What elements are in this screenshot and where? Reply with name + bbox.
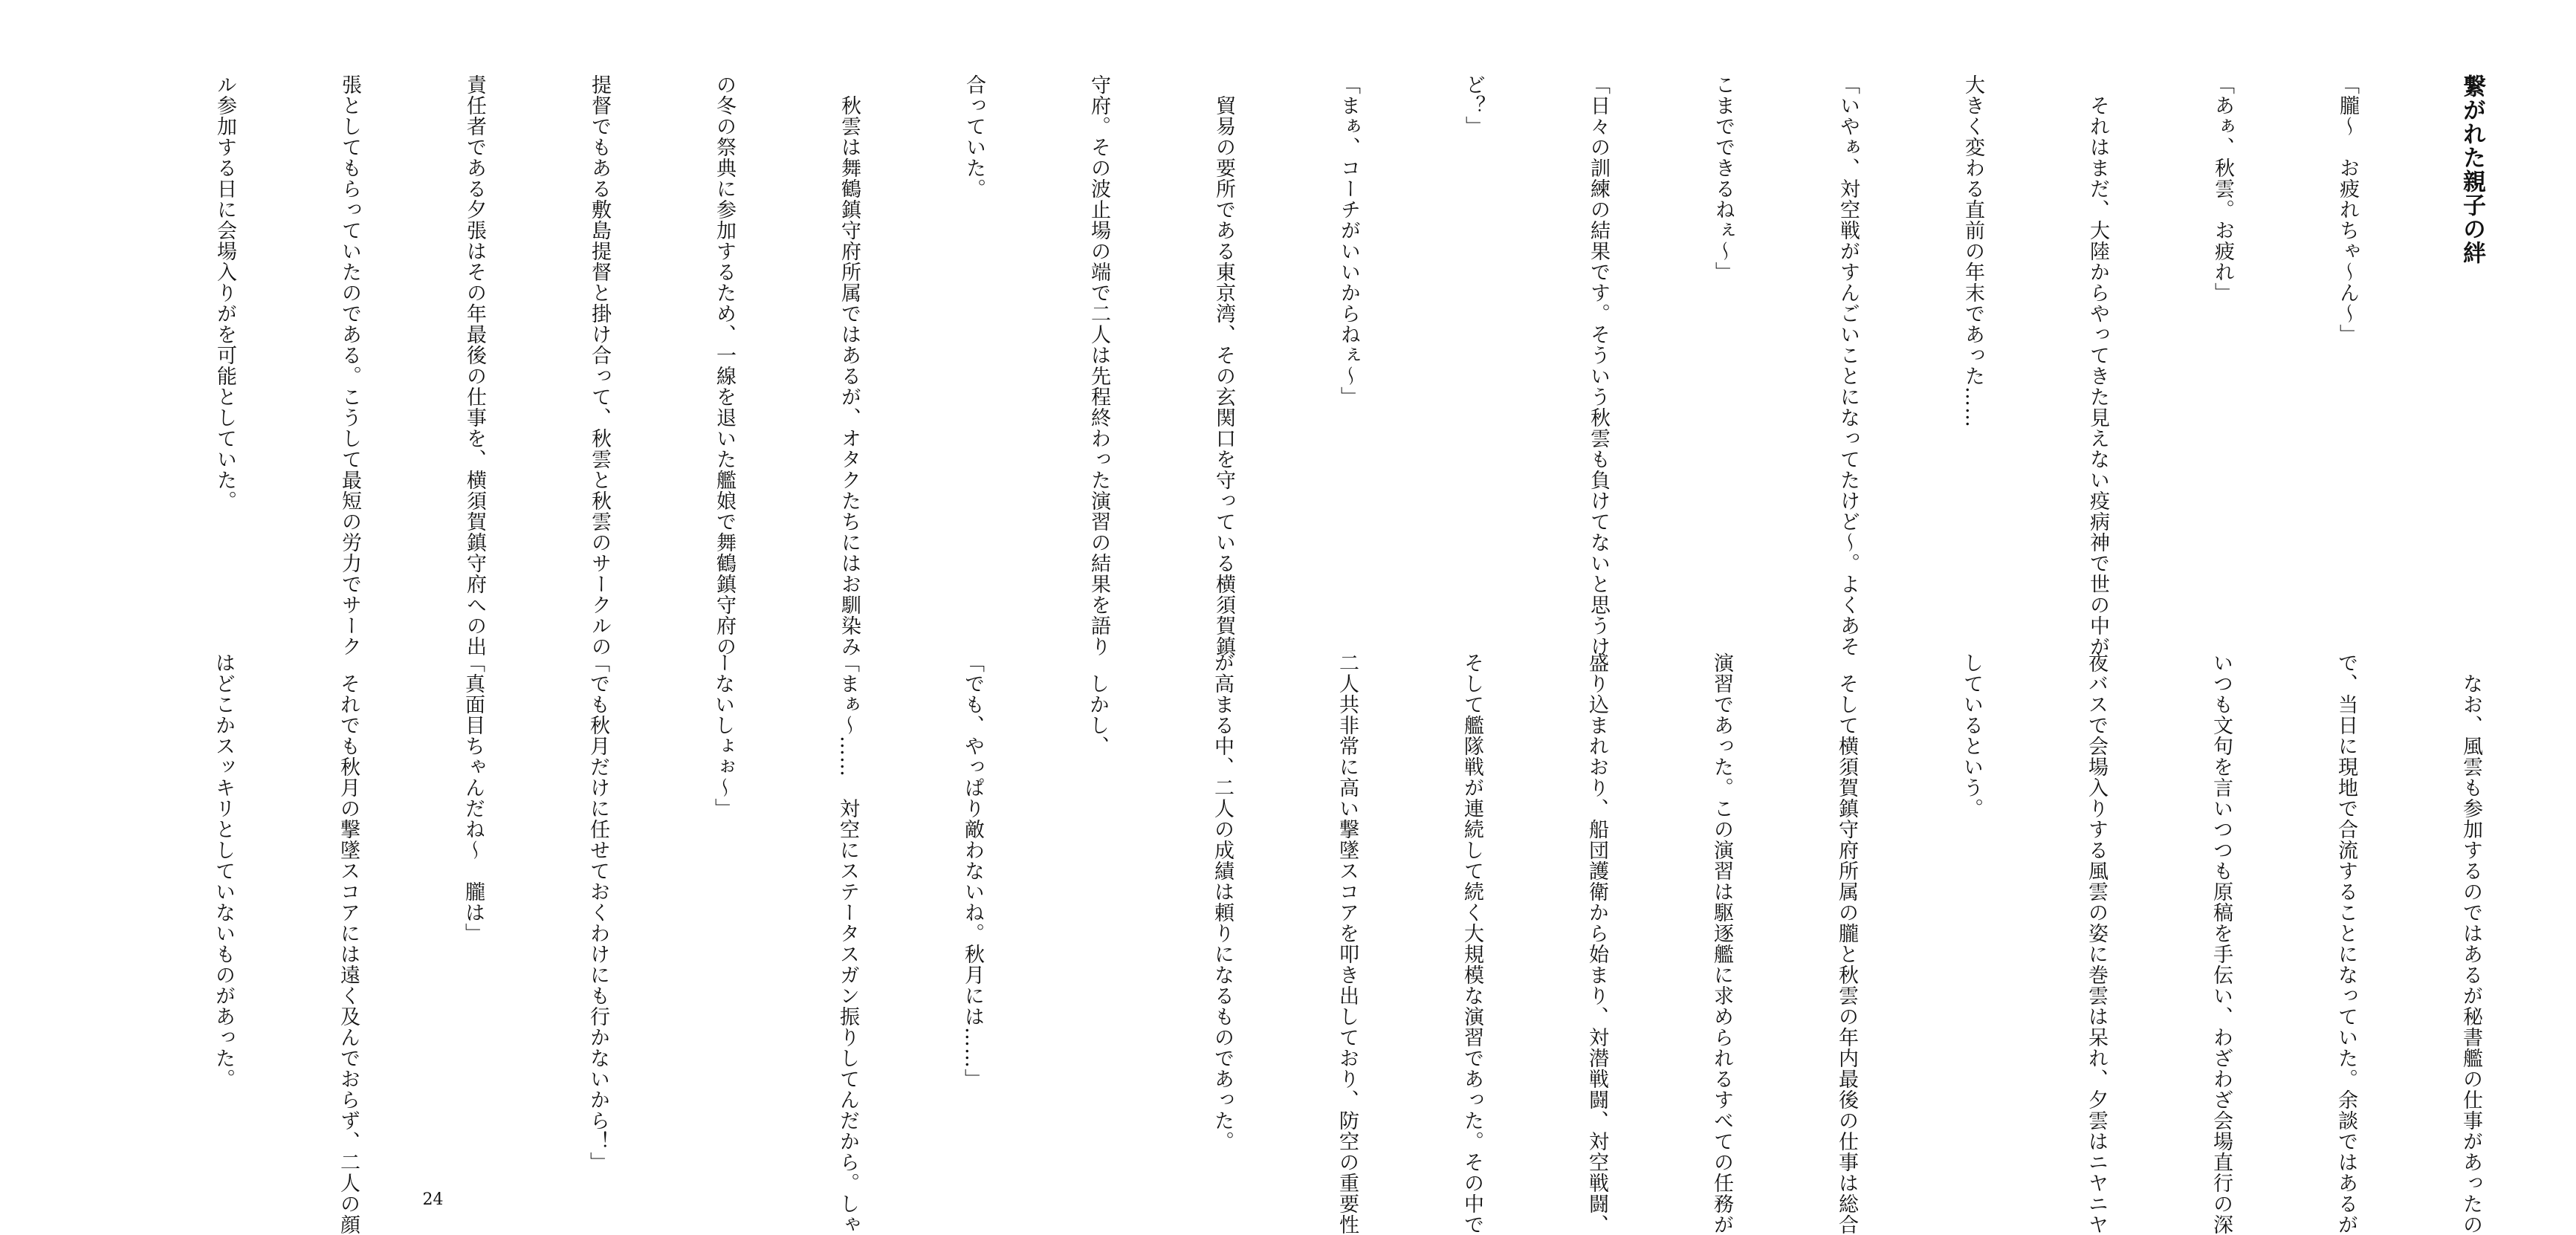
text-column: はどこかスッキリとしていないものがあった。: [212, 652, 235, 1089]
text-column: そして艦隊戦が連続して続く大規模な演習であった。その中で: [1460, 652, 1483, 1235]
text-column: 大きく変わる直前の年末であった……: [1961, 74, 1984, 428]
text-column: の冬の祭典に参加するため、一線を退いた艦娘で舞鶴鎮守府の: [713, 74, 736, 657]
text-column: 二人共非常に高い撃墜スコアを叩き出しており、防空の重要性: [1336, 652, 1359, 1235]
text-column: 張としてもらっていたのである。こうして最短の労力でサーク: [338, 74, 361, 657]
text-column: 「真面目ちゃんだね～ 朧は」: [462, 652, 485, 944]
text-column: いつも文句を言いつつも原稿を手伝い、わざわざ会場直行の深: [2210, 652, 2233, 1235]
text-column: 「でも、やっぱり敵わないね。秋月には……」: [961, 652, 984, 1089]
text-column: で、当日に現地で合流することになっていた。余談ではあるが: [2334, 652, 2357, 1235]
text-column: 守府。その波止場の端で二人は先程終わった演習の結果を語り: [1087, 74, 1110, 657]
text-column: 「まぁ、コーチがいいからねぇ～」: [1337, 74, 1360, 407]
text-column: しかし、: [1086, 652, 1109, 756]
text-column: が高まる中、二人の成績は頼りになるものであった。: [1211, 652, 1234, 1152]
text-column: そして横須賀鎮守府所属の朧と秋雲の年内最後の仕事は総合: [1835, 652, 1858, 1235]
text-column: 「日々の訓練の結果です。そういう秋雲も負けてないと思うけ: [1587, 74, 1610, 657]
text-column: 演習であった。この演習は駆逐艦に求められるすべての任務が: [1710, 652, 1733, 1235]
text-column: 秋雲は舞鶴鎮守府所属ではあるが、オタクたちにはお馴染み: [838, 74, 861, 657]
text-column: ル参加する日に会場入りがを可能としていた。: [213, 74, 236, 511]
chapter-title: 繋がれた親子の絆: [2459, 74, 2485, 265]
text-column: こまでできるねぇ～」: [1712, 74, 1735, 282]
text-column: 盛り込まれおり、船団護衛から始まり、対潜戦闘、対空戦闘、: [1585, 652, 1608, 1235]
upper-text-block: [120, 74, 2576, 657]
text-column: 「でも秋月だけに任せておくわけにも行かないから！」: [586, 652, 609, 1173]
text-column: 責任者である夕張はその年最後の仕事を、横須賀鎮守府への出: [463, 74, 486, 657]
page-number: 24: [422, 1190, 444, 1209]
text-column: 夜バスで会場入りする風雲の姿に巻雲は呆れ、夕雲はニヤニヤ: [2085, 652, 2108, 1235]
text-column: ど？」: [1462, 74, 1485, 137]
text-column: それはまだ、大陸からやってきた見えない疫病神で世の中が: [2086, 74, 2109, 657]
text-column: 「朧～ お疲れちゃ～ん～」: [2336, 74, 2359, 345]
text-column: なお、風雲も参加するのではあるが秘書艦の仕事があったの: [2459, 652, 2482, 1235]
text-column: ーないしょぉ～」: [711, 652, 734, 819]
text-column: 合っていた。: [962, 74, 986, 199]
text-column: 貿易の要所である東京湾、その玄関口を守っている横須賀鎮: [1212, 74, 1235, 657]
text-column: それでも秋月の撃墜スコアには遠く及んでおらず、二人の顔: [337, 652, 360, 1235]
text-column: 「まぁ～…… 対空にステータスガン振りしてんだから。しゃ: [836, 652, 859, 1235]
text-column: 「いやぁ、対空戦がすんごいことになってたけど～。よくあそ: [1836, 74, 1860, 657]
text-column: 「あぁ、秋雲。お疲れ」: [2211, 74, 2234, 303]
text-column: しているという。: [1960, 652, 1983, 819]
text-column: 提督でもある敷島提督と掛け合って、秋雲と秋雲のサークルの: [588, 74, 611, 657]
